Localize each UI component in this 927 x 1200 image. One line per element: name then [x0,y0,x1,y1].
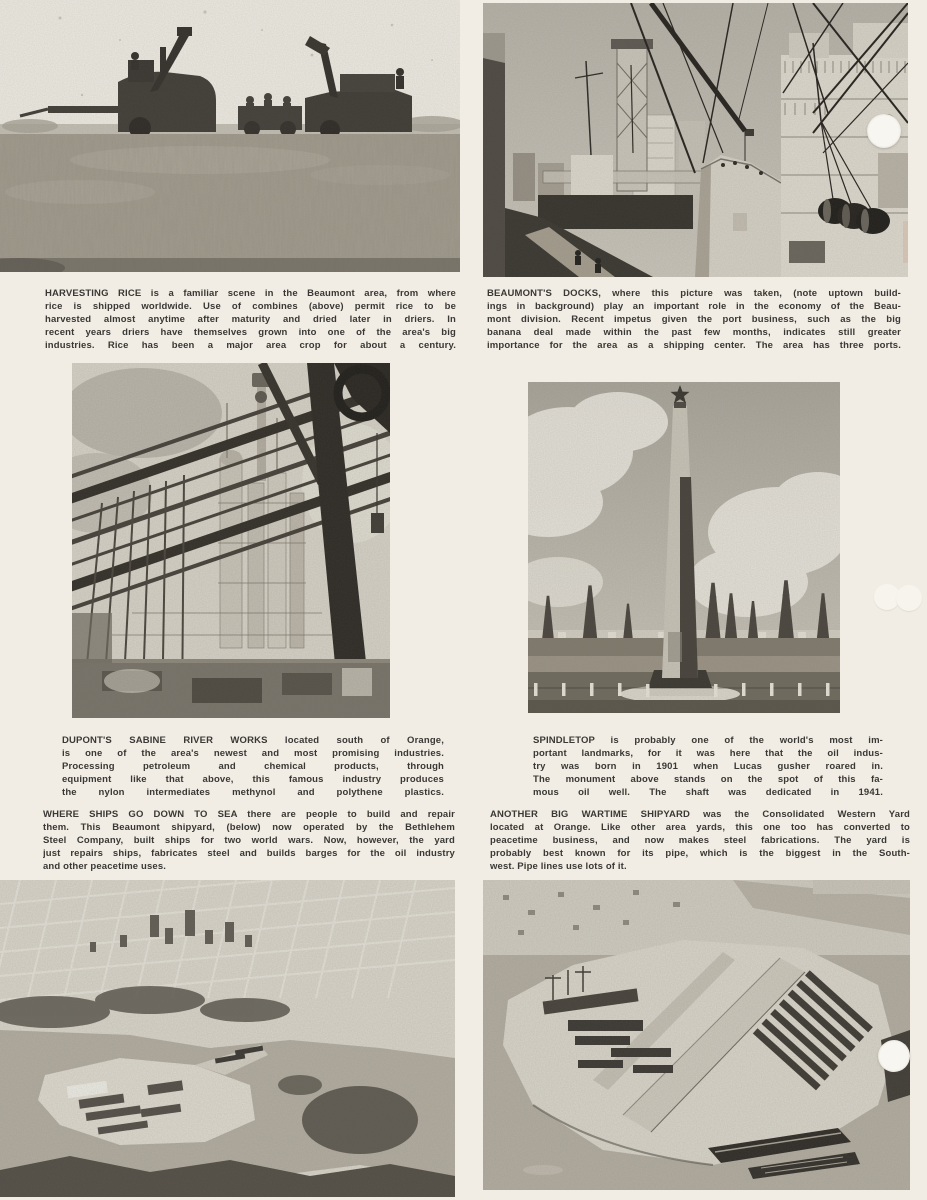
caption-line: SPINDLETOP is probably one of the world's most im- [533,735,883,746]
caption-line: peacetime business, and now makes steel fabrications. The yard is [490,835,910,846]
photo-aerial-orange-shipyard [483,880,910,1190]
caption-line: and other peacetime uses. [43,861,167,872]
caption-harvesting-rice [45,287,456,352]
caption-line: just repairs ships, fabricates steel and builds barges for the oil industry [43,848,455,859]
caption-line: the nylon intermediates methynol and polythene plastics. [62,787,444,798]
caption-another-big-wartime-shipyard [490,808,910,873]
caption-line: mous oil well. The shaft was dedicated in 1941. [533,787,883,798]
photo-aerial-beaumont-shipyard [0,880,455,1197]
punch-hole [896,585,922,611]
caption-line: industries. Rice has been a major area crop for about a century. [45,340,456,351]
punch-hole [867,114,901,148]
caption-beaumonts-docks [487,287,901,352]
caption-line: west. Pipe lines use lots of it. [490,861,627,872]
caption-line: Steel Company, built ships for two world wars. Now, however, the yard [43,835,455,846]
caption-line: is one of the area's newest and most promising industries. [62,748,444,759]
caption-line: try was born in 1901 when Lucas gusher roared in. [533,761,883,772]
caption-line: recent years driers have themselves grown into one of the area's big [45,327,456,338]
caption-spindletop [533,734,883,799]
caption-line: portant landmarks, for it was here that the oil indus- [533,748,883,759]
caption-line: The monument above stands on the spot of this fa- [533,774,883,785]
photo-rice-harvesting [0,0,460,272]
caption-line: ings in background) play an important role in the economy of the Beau- [487,301,901,312]
caption-line: HARVESTING RICE is a familiar scene in the Beaumont area, from where [45,288,456,299]
photo-dupont-refinery [72,363,390,718]
caption-line: rice is shipped worldwide. Use of combines (above) permit rice to be [45,301,456,312]
caption-line: harvested almost anytime after maturity and dried later in driers. In [45,314,456,325]
caption-line: WHERE SHIPS GO DOWN TO SEA there are people to build and repair [43,809,455,820]
caption-line: Processing petroleum and chemical products, through [62,761,444,772]
caption-line: importance for the area as a shipping center. The area has three ports. [487,340,901,351]
caption-line: banana deal made within the past few months, indicates still greater [487,327,901,338]
caption-where-ships-go-down-to-sea [43,808,455,873]
caption-duponts-sabine-river-works [62,734,444,799]
caption-line: ANOTHER BIG WARTIME SHIPYARD was the Consolidated Western Yard [490,809,910,820]
caption-line: DUPONT'S SABINE RIVER WORKS located south of Orange, [62,735,444,746]
photo-beaumont-docks [483,3,908,277]
caption-line: located at Orange. Like other area yards, this one too has converted to [490,822,910,833]
caption-line: them. This Beaumont shipyard, (below) now operated by the Bethlehem [43,822,455,833]
caption-line: equipment like that above, this famous industry produces [62,774,444,785]
caption-line: probably best known for its pipe, which is the biggest in the South- [490,848,910,859]
photo-spindletop-monument [528,382,840,713]
caption-line: mont division. Recent impetus given the port business, such as the big [487,314,901,325]
punch-hole [878,1040,910,1072]
caption-line: BEAUMONT'S DOCKS, where this picture was taken, (note uptown build- [487,288,901,299]
